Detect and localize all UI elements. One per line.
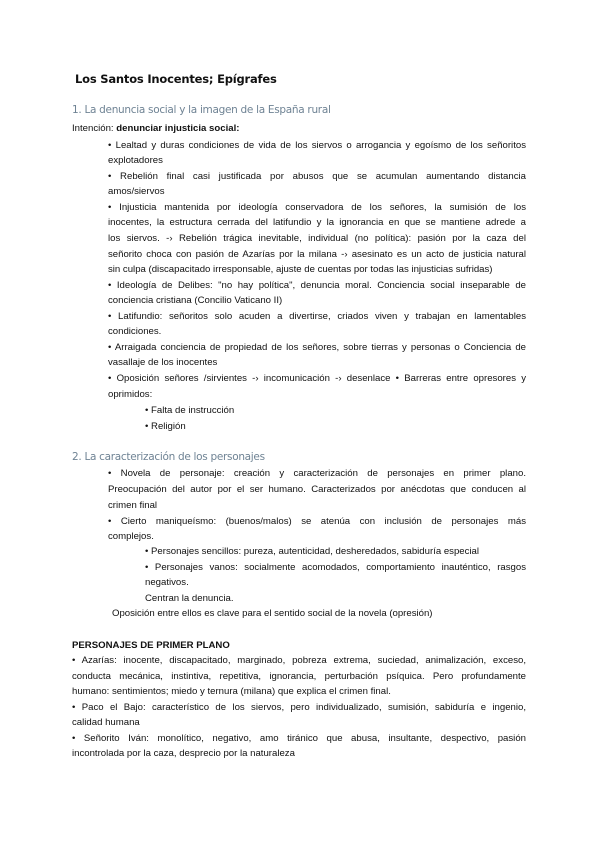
intent-value: denunciar injusticia social [116, 123, 237, 134]
s2-item1-line1: • Novela de personaje: creación y caracterización de personajes en primer plano. [108, 468, 526, 479]
s1-item7-line1: • Oposición señores /sirvientes -› incomunicación -› desenlace • Barreras entre opresores y [108, 373, 526, 384]
s1-item3-line3: los siervos. -› Rebelión trágica inevitable, individual (no política): pasión por la caza del [108, 233, 526, 244]
s3-item3-line1: • Señorito Iván: monolítico, negativo, amo tiránico que abusa, insultante, despectivo, pasión [72, 733, 526, 744]
s1-item2-line2: amos/siervos [108, 186, 165, 197]
s2-item1-line2: Preocupación del autor por el ser humano. Caracterizados por anécdotas que conducen al [108, 484, 526, 495]
section-1-heading: 1. La denuncia social y la imagen de la España rural [72, 104, 331, 116]
s2-subitem3: Centran la denuncia. [145, 593, 234, 604]
s1-item5-line2: condiciones. [108, 326, 162, 337]
s3-item1-line1: • Azarías: inocente, discapacitado, marginado, pobreza extrema, suciedad, animalización, exceso, [72, 655, 526, 666]
s1-subitem1: • Falta de instrucción [145, 405, 235, 416]
s1-item3-line4: señorito choca con pasión de Azarías por la milana -› asesinato es un acto de justicia natural [108, 249, 526, 260]
s2-closing: Oposición entre ellos es clave para el sentido social de la novela (opresión) [112, 608, 433, 619]
s1-item6-line1: • Arraigada conciencia de propiedad de los señores, sobre tierras y personas o Conciencia de [108, 342, 526, 353]
s2-item1-line3: crimen final [108, 500, 158, 511]
s1-item1-line1: • Lealtad y duras condiciones de vida de los siervos o arrogancia y egoísmo de los señoritos [108, 140, 526, 151]
s1-item2-line1: • Rebelión final casi justificada por abusos que se acumulan aumentando distancia [108, 171, 526, 182]
document-title: Los Santos Inocentes; Epígrafes [75, 72, 277, 86]
s1-item5-line1: • Latifundio: señoritos solo acuden a divertirse, criados viven y trabajan en lamentables [108, 311, 526, 322]
s2-subitem2-line1: • Personajes vanos: socialmente acomodados, comportamiento inauténtico, rasgos [145, 562, 526, 573]
s3-item2-line2: calidad humana [72, 717, 140, 728]
s3-item1-line3: humano: sentimientos; miedo y ternura (milana) que explica el crimen final. [72, 686, 391, 697]
s1-item6-line2: vasallaje de los inocentes [108, 357, 218, 368]
intent-label: Intención: [72, 123, 117, 134]
s1-item4-line1: • Ideología de Delibes: "no hay política", denuncia moral. Conciencia social inseparable de [108, 280, 526, 291]
s2-subitem1: • Personajes sencillos: pureza, autenticidad, desheredados, sabiduría especial [145, 546, 480, 557]
section-3-heading: PERSONAJES DE PRIMER PLANO [72, 640, 230, 651]
s2-item2-line2: complejos. [108, 531, 154, 542]
s1-item4-line2: conciencia cristiana (Concilio Vaticano II) [108, 295, 283, 306]
s3-item2-line1: • Paco el Bajo: característico de los siervos, pero individualizado, sumisión, sabiduría e ingenio, [72, 702, 526, 713]
s1-item3-line5: sin culpa (discapacitado irresponsable, ajuste de cuentas por todas las injusticias sufridas) [108, 264, 493, 275]
section-2-heading: 2. La caracterización de los personajes [72, 451, 265, 463]
s1-item3-line2: inocentes, la estructura cerrada del latifundio y la ignorancia en que se mantiene adrede a [108, 217, 526, 228]
s1-item1-line2: explotadores [108, 155, 163, 166]
s1-item7-line2: oprimidos: [108, 389, 153, 400]
intent-line [72, 122, 239, 136]
s3-item3-line2: incontrolada por la caza, desprecio por la naturaleza [72, 748, 295, 759]
s1-subitem2: • Religión [145, 421, 186, 432]
s1-item3-line1: • Injusticia mantenida por ideología conservadora de los señores, la sumisión de los [108, 202, 526, 213]
s3-item1-line2: conducta mecánica, instintiva, repetitiva, ignorancia, perturbación psíquica. Pero profundamente [72, 671, 526, 682]
intent-colon: : [236, 123, 240, 134]
s2-item2-line1: • Cierto maniqueísmo: (buenos/malos) se atenúa con inclusión de personajes más [108, 516, 526, 527]
s2-subitem2-line2: negativos. [145, 577, 189, 588]
